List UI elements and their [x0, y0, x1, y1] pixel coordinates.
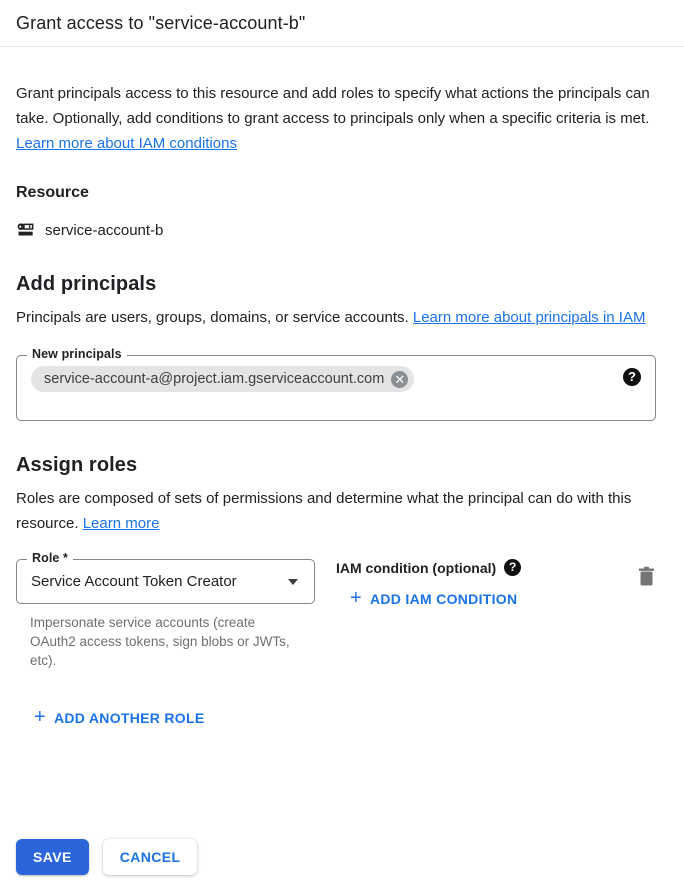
delete-role-button[interactable]	[637, 566, 656, 587]
add-another-role-button[interactable]	[34, 708, 205, 728]
resource-name: service-account-b	[45, 221, 164, 239]
iam-condition-column	[336, 559, 637, 610]
roles-paragraph	[16, 486, 666, 536]
intro-text: Grant principals access to this resource and add roles to specify what actions the principals can take. Optionally, add conditions to grant access to principals only when a specific criteria is met.	[16, 85, 650, 127]
role-selected-value: Service Account Token Creator	[31, 573, 237, 590]
new-principals-label: New principals	[27, 347, 127, 361]
trash-icon	[637, 566, 656, 587]
intro-paragraph	[16, 81, 666, 156]
role-label: Role *	[27, 551, 73, 565]
dropdown-arrow-icon	[288, 579, 298, 585]
iam-conditions-link[interactable]: Learn more about IAM conditions	[16, 135, 237, 152]
role-column	[16, 551, 315, 670]
roles-text: Roles are composed of sets of permissions and determine what the principal can do with this resource.	[16, 490, 632, 532]
new-principals-field[interactable]	[16, 347, 656, 421]
role-description: Impersonate service accounts (create OAuth2 access tokens, sign blobs or JWTs, etc).	[30, 615, 290, 668]
principals-text: Principals are users, groups, domains, or service accounts.	[16, 309, 409, 326]
iam-condition-help-icon[interactable]: ?	[504, 559, 521, 576]
dialog-actions	[16, 839, 197, 875]
plus-icon: +	[350, 587, 362, 609]
add-iam-condition-button[interactable]	[350, 589, 517, 609]
assign-roles-heading: Assign roles	[16, 454, 138, 476]
principals-help-icon[interactable]: ?	[623, 368, 641, 386]
chip-remove-icon[interactable]: ✕	[391, 371, 408, 388]
role-row	[16, 551, 668, 670]
roles-learn-more-link[interactable]: Learn more	[82, 515, 160, 532]
dialog-header	[0, 0, 684, 47]
service-account-icon	[16, 220, 36, 240]
resource-heading: Resource	[16, 184, 89, 201]
iam-condition-header	[336, 559, 637, 576]
principal-chip-text: service-account-a@project.iam.gserviceaccount.com	[44, 371, 385, 387]
add-iam-condition-label: ADD IAM CONDITION	[369, 591, 518, 607]
principals-paragraph	[16, 305, 666, 330]
add-another-role-label: ADD ANOTHER ROLE	[53, 710, 205, 726]
save-button[interactable]: SAVE	[16, 839, 89, 875]
dialog-body	[0, 81, 684, 729]
add-principals-heading: Add principals	[16, 273, 157, 295]
cancel-button[interactable]: CANCEL	[103, 839, 198, 875]
plus-icon: +	[34, 706, 46, 728]
role-select[interactable]	[16, 551, 315, 604]
resource-row	[16, 220, 668, 240]
page-title: Grant access to "service-account-b"	[16, 13, 306, 33]
iam-condition-label: IAM condition (optional)	[336, 559, 497, 576]
principal-chip[interactable]	[31, 366, 414, 392]
principals-learn-more-link[interactable]: Learn more about principals in IAM	[412, 309, 646, 326]
